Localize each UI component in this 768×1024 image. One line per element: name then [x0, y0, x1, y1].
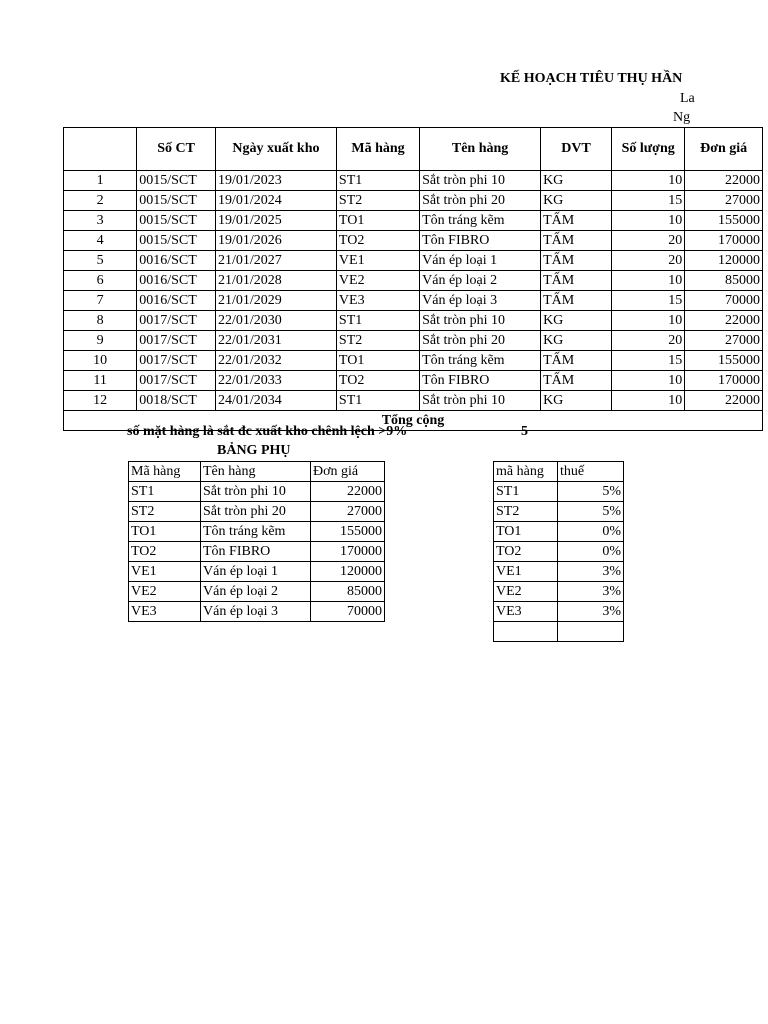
cell-stt[interactable]: 2	[64, 191, 137, 211]
aux-row	[129, 562, 385, 582]
sales-plan-table	[63, 127, 763, 431]
tax-cell-thue[interactable]: 0%	[558, 522, 624, 542]
tax-row	[494, 502, 624, 522]
col-header-stt[interactable]	[64, 128, 137, 171]
tax-row	[494, 602, 624, 622]
tax-row	[494, 542, 624, 562]
tax-cell-ma-hang[interactable]: VE2	[494, 582, 558, 602]
aux-row	[129, 602, 385, 622]
cell-ten-hang[interactable]: Sắt tròn phi 10	[420, 311, 541, 331]
cell-ngay-xuat-kho[interactable]: 19/01/2024	[215, 191, 336, 211]
cell-dvt[interactable]: KG	[541, 331, 612, 351]
cell-ma-hang[interactable]: TO1	[336, 211, 419, 231]
cell-so-ct[interactable]: 0015/SCT	[137, 171, 216, 191]
cell-don-gia[interactable]: 155000	[685, 211, 763, 231]
aux-row	[129, 502, 385, 522]
tax-row	[494, 582, 624, 602]
aux-cell-don-gia[interactable]: 22000	[311, 482, 385, 502]
cell-stt[interactable]: 3	[64, 211, 137, 231]
cell-so-ct[interactable]: 0015/SCT	[137, 191, 216, 211]
cell-ngay-xuat-kho[interactable]: 22/01/2031	[215, 331, 336, 351]
cell-don-gia[interactable]: 22000	[685, 391, 763, 411]
cell-ten-hang[interactable]: Ván ép loại 2	[420, 271, 541, 291]
tax-row	[494, 522, 624, 542]
aux-cell-don-gia[interactable]: 85000	[311, 582, 385, 602]
cell-ngay-xuat-kho[interactable]: 22/01/2030	[215, 311, 336, 331]
cell-ma-hang[interactable]: TO1	[336, 351, 419, 371]
cell-don-gia[interactable]: 170000	[685, 231, 763, 251]
tax-cell-ma-hang[interactable]: ST1	[494, 482, 558, 502]
cell-dvt[interactable]: KG	[541, 311, 612, 331]
cell-don-gia[interactable]: 70000	[685, 291, 763, 311]
cell-ma-hang[interactable]: ST1	[336, 391, 419, 411]
cell-don-gia[interactable]: 22000	[685, 311, 763, 331]
tax-header-row	[494, 462, 624, 482]
cell-ma-hang[interactable]: ST2	[336, 191, 419, 211]
aux-cell-ma-hang[interactable]: TO1	[129, 522, 201, 542]
tax-cell-thue[interactable]	[558, 622, 624, 642]
cell-ten-hang[interactable]: Tôn tráng kẽm	[420, 211, 541, 231]
table-row	[64, 331, 763, 351]
tax-row	[494, 622, 624, 642]
aux-cell-ma-hang[interactable]: TO2	[129, 542, 201, 562]
cell-so-ct[interactable]: 0017/SCT	[137, 371, 216, 391]
cell-so-ct[interactable]: 0016/SCT	[137, 271, 216, 291]
cell-don-gia[interactable]: 120000	[685, 251, 763, 271]
cell-so-ct[interactable]: 0018/SCT	[137, 391, 216, 411]
subtitle-line-1: La	[680, 91, 695, 106]
col-header-ma-hang[interactable]: Mã hàng	[336, 128, 419, 171]
tax-cell-thue[interactable]: 3%	[558, 582, 624, 602]
table-row	[64, 251, 763, 271]
aux-row	[129, 582, 385, 602]
aux-cell-don-gia[interactable]: 120000	[311, 562, 385, 582]
cell-don-gia[interactable]: 170000	[685, 371, 763, 391]
aux-cell-ten-hang[interactable]: Tôn FIBRO	[201, 542, 311, 562]
cell-ten-hang[interactable]: Ván ép loại 3	[420, 291, 541, 311]
table-row	[64, 191, 763, 211]
aux-lookup-table	[128, 461, 385, 622]
tax-cell-thue[interactable]: 5%	[558, 502, 624, 522]
aux-cell-ma-hang[interactable]: VE1	[129, 562, 201, 582]
table-row	[64, 211, 763, 231]
cell-so-luong[interactable]: 15	[612, 291, 685, 311]
cell-don-gia[interactable]: 27000	[685, 191, 763, 211]
col-header-dvt[interactable]: DVT	[541, 128, 612, 171]
cell-ten-hang[interactable]: Ván ép loại 1	[420, 251, 541, 271]
note-label[interactable]: số mặt hàng là sắt đc xuất kho chênh lệch >9%	[127, 424, 408, 439]
cell-dvt[interactable]: TẤM	[541, 211, 612, 231]
cell-ma-hang[interactable]: TO2	[336, 371, 419, 391]
cell-ten-hang[interactable]: Sắt tròn phi 20	[420, 191, 541, 211]
cell-ten-hang[interactable]: Sắt tròn phi 20	[420, 331, 541, 351]
tax-cell-ma-hang[interactable]: VE1	[494, 562, 558, 582]
tax-cell-ma-hang[interactable]: VE3	[494, 602, 558, 622]
cell-don-gia[interactable]: 85000	[685, 271, 763, 291]
col-header-don-gia[interactable]: Đơn giá	[685, 128, 763, 171]
cell-so-ct[interactable]: 0016/SCT	[137, 251, 216, 271]
aux-col-ten-hang[interactable]: Tên hàng	[201, 462, 311, 482]
aux-col-ma-hang[interactable]: Mã hàng	[129, 462, 201, 482]
aux-cell-don-gia[interactable]: 170000	[311, 542, 385, 562]
col-header-so-ct[interactable]: Số CT	[137, 128, 216, 171]
cell-dvt[interactable]: TẤM	[541, 371, 612, 391]
aux-cell-ten-hang[interactable]: Sắt tròn phi 20	[201, 502, 311, 522]
col-header-ngay-xuat-kho[interactable]: Ngày xuất kho	[215, 128, 336, 171]
cell-ngay-xuat-kho[interactable]: 19/01/2026	[215, 231, 336, 251]
tax-cell-thue[interactable]: 3%	[558, 602, 624, 622]
cell-so-luong[interactable]: 15	[612, 351, 685, 371]
cell-dvt[interactable]: TẤM	[541, 231, 612, 251]
table-row	[64, 371, 763, 391]
cell-stt[interactable]: 9	[64, 331, 137, 351]
cell-so-luong[interactable]: 10	[612, 211, 685, 231]
note-value[interactable]: 5	[521, 424, 528, 439]
aux-cell-don-gia[interactable]: 155000	[311, 522, 385, 542]
cell-stt[interactable]: 11	[64, 371, 137, 391]
cell-stt[interactable]: 8	[64, 311, 137, 331]
cell-don-gia[interactable]: 27000	[685, 331, 763, 351]
cell-ma-hang[interactable]: VE1	[336, 251, 419, 271]
cell-ngay-xuat-kho[interactable]: 19/01/2025	[215, 211, 336, 231]
subtitle-line-2: Ng	[673, 110, 691, 125]
aux-col-don-gia[interactable]: Đơn giá	[311, 462, 385, 482]
cell-ngay-xuat-kho[interactable]: 24/01/2034	[215, 391, 336, 411]
cell-so-luong[interactable]: 20	[612, 251, 685, 271]
aux-header-row	[129, 462, 385, 482]
document-title: KẾ HOẠCH TIÊU THỤ HẦN	[500, 71, 683, 86]
cell-ten-hang[interactable]: Sắt tròn phi 10	[420, 391, 541, 411]
cell-stt[interactable]: 1	[64, 171, 137, 191]
aux-cell-ma-hang[interactable]: VE2	[129, 582, 201, 602]
aux-cell-don-gia[interactable]: 27000	[311, 502, 385, 522]
cell-stt[interactable]: 10	[64, 351, 137, 371]
cell-don-gia[interactable]: 155000	[685, 351, 763, 371]
cell-ten-hang[interactable]: Tôn FIBRO	[420, 231, 541, 251]
tax-lookup-table	[493, 461, 624, 642]
cell-so-ct[interactable]: 0016/SCT	[137, 291, 216, 311]
tax-cell-thue[interactable]: 5%	[558, 482, 624, 502]
aux-row	[129, 542, 385, 562]
tax-col-thue[interactable]: thuế	[558, 462, 624, 482]
aux-cell-don-gia[interactable]: 70000	[311, 602, 385, 622]
aux-cell-ten-hang[interactable]: Ván ép loại 1	[201, 562, 311, 582]
cell-stt[interactable]: 7	[64, 291, 137, 311]
tax-cell-ma-hang[interactable]: TO1	[494, 522, 558, 542]
cell-so-ct[interactable]: 0015/SCT	[137, 211, 216, 231]
cell-stt[interactable]: 4	[64, 231, 137, 251]
aux-table-title[interactable]: BẢNG PHỤ	[217, 443, 291, 458]
cell-ngay-xuat-kho[interactable]: 21/01/2029	[215, 291, 336, 311]
table-row	[64, 391, 763, 411]
cell-dvt[interactable]: TẤM	[541, 251, 612, 271]
aux-row	[129, 482, 385, 502]
cell-ngay-xuat-kho[interactable]: 22/01/2032	[215, 351, 336, 371]
cell-ma-hang[interactable]: VE2	[336, 271, 419, 291]
cell-ma-hang[interactable]: ST1	[336, 171, 419, 191]
table-row	[64, 351, 763, 371]
aux-row	[129, 522, 385, 542]
total-label[interactable]: Tổng cộng	[64, 411, 763, 431]
cell-dvt[interactable]: KG	[541, 391, 612, 411]
tax-cell-ma-hang[interactable]: TO2	[494, 542, 558, 562]
cell-ngay-xuat-kho[interactable]: 19/01/2023	[215, 171, 336, 191]
tax-cell-thue[interactable]: 3%	[558, 562, 624, 582]
cell-dvt[interactable]: TẤM	[541, 271, 612, 291]
aux-cell-ten-hang[interactable]: Tôn tráng kẽm	[201, 522, 311, 542]
table-row	[64, 231, 763, 251]
cell-so-luong[interactable]: 15	[612, 191, 685, 211]
cell-so-luong[interactable]: 20	[612, 231, 685, 251]
aux-cell-ten-hang[interactable]: Ván ép loại 2	[201, 582, 311, 602]
cell-so-ct[interactable]: 0017/SCT	[137, 351, 216, 371]
col-header-so-luong[interactable]: Số lượng	[612, 128, 685, 171]
cell-don-gia[interactable]: 22000	[685, 171, 763, 191]
cell-ngay-xuat-kho[interactable]: 21/01/2027	[215, 251, 336, 271]
cell-so-ct[interactable]: 0017/SCT	[137, 311, 216, 331]
cell-ngay-xuat-kho[interactable]: 22/01/2033	[215, 371, 336, 391]
cell-so-luong[interactable]: 10	[612, 311, 685, 331]
cell-so-luong[interactable]: 10	[612, 391, 685, 411]
tax-cell-thue[interactable]: 0%	[558, 542, 624, 562]
col-header-ten-hang[interactable]: Tên hàng	[420, 128, 541, 171]
cell-so-luong[interactable]: 20	[612, 331, 685, 351]
cell-so-luong[interactable]: 10	[612, 271, 685, 291]
cell-so-ct[interactable]: 0017/SCT	[137, 331, 216, 351]
cell-ma-hang[interactable]: ST1	[336, 311, 419, 331]
table-row	[64, 171, 763, 191]
cell-dvt[interactable]: TẤM	[541, 291, 612, 311]
cell-so-ct[interactable]: 0015/SCT	[137, 231, 216, 251]
cell-ngay-xuat-kho[interactable]: 21/01/2028	[215, 271, 336, 291]
tax-row	[494, 562, 624, 582]
aux-cell-ma-hang[interactable]: ST2	[129, 502, 201, 522]
cell-so-luong[interactable]: 10	[612, 371, 685, 391]
aux-cell-ma-hang[interactable]: VE3	[129, 602, 201, 622]
tax-cell-ma-hang[interactable]: ST2	[494, 502, 558, 522]
cell-dvt[interactable]: KG	[541, 191, 612, 211]
cell-stt[interactable]: 12	[64, 391, 137, 411]
table-row	[64, 271, 763, 291]
aux-cell-ten-hang[interactable]: Ván ép loại 3	[201, 602, 311, 622]
cell-ma-hang[interactable]: TO2	[336, 231, 419, 251]
cell-stt[interactable]: 6	[64, 271, 137, 291]
cell-ten-hang[interactable]: Sắt tròn phi 10	[420, 171, 541, 191]
cell-ma-hang[interactable]: VE3	[336, 291, 419, 311]
aux-cell-ten-hang[interactable]: Sắt tròn phi 10	[201, 482, 311, 502]
cell-ma-hang[interactable]: ST2	[336, 331, 419, 351]
tax-col-ma-hang[interactable]: mã hàng	[494, 462, 558, 482]
cell-dvt[interactable]: KG	[541, 171, 612, 191]
cell-dvt[interactable]: TẤM	[541, 351, 612, 371]
table-row	[64, 291, 763, 311]
cell-so-luong[interactable]: 10	[612, 171, 685, 191]
tax-cell-ma-hang[interactable]	[494, 622, 558, 642]
cell-stt[interactable]: 5	[64, 251, 137, 271]
table-header-row	[64, 128, 763, 171]
cell-ten-hang[interactable]: Tôn FIBRO	[420, 371, 541, 391]
aux-cell-ma-hang[interactable]: ST1	[129, 482, 201, 502]
table-row	[64, 311, 763, 331]
cell-ten-hang[interactable]: Tôn tráng kẽm	[420, 351, 541, 371]
tax-row	[494, 482, 624, 502]
